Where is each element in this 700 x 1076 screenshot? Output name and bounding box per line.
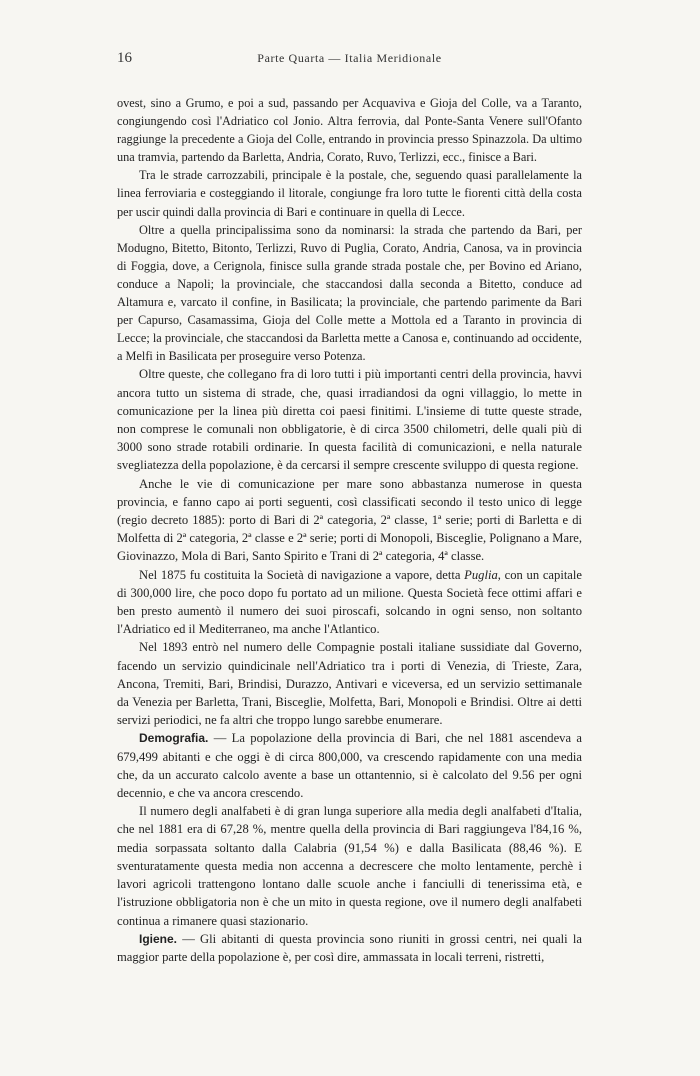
paragraph-roads: Tra le strade carrozzabili, principale è la postale, che, seguendo quasi parallelamente la linea ferroviaria e costeggiando il litorale, congiunge fra loro tutte le fiorenti città della costa per uscir quindi dalla provincia di Bari e continuare in quella di Lecce.	[117, 168, 582, 219]
paragraph-road-network: Oltre queste, che collegano fra di loro tutti i più importanti centri della provincia, havvi ancora tutto un sistema di strade, che, quasi irradiandosi da ogni villaggio, lo mette in comunicazione per la linea più diretta coi paesi finitimi. L'insieme di tutte queste strade, non comprese le comunali non obbligatorie, è di circa 3500 chilometri, delle quali più di 3000 sono strade rotabili ordinarie. In questa facilità di comunicazioni, e nella naturale svegliatezza della popolazione, è da cercarsi il sempre crescente sviluppo di questa regione.	[117, 367, 582, 473]
paragraph-postal-services: Nel 1893 entrò nel numero delle Compagnie postali italiane sussidiate dal Governo, facendo un servizio quindicinale nell'Adriatico tra i porti di Venezia, di Trieste, Zara, Ancona, Tremiti, Bari, Brindisi, Durazzo, Antivari e viceversa, ed un servizio settimanale da Venezia per Barletta, Trani, Bisceglie, Molfetta, Bari, Monopoli e Brindisi. Oltre ai detti servizi periodici, ne fa altri che troppo lungo sarebbe enumerare.	[117, 640, 582, 728]
paragraph-hygiene	[117, 930, 582, 966]
running-title: Parte Quarta — Italia Meridionale	[257, 51, 442, 65]
page-header	[117, 50, 582, 68]
paragraph-provincial-roads: Oltre a quella principalissima sono da nominarsi: la strada che partendo da Bari, per Modugno, Bitetto, Bitonto, Terlizzi, Ruvo di Puglia, Corato, Andria, Canosa, va in provincia di Foggia, dove, a Cerignola, finisce sulla grande strada postale che, per Bovino ed Ariano, conduce a Napoli; la provinciale, che staccandosi dalla seconda a Bitetto, conduce ad Altamura e, varcato il confine, in Basilicata; la provinciale, che partendo parimente da Bari per Capurso, Casamassima, Gioja del Colle mette a Mottola ed a Taranto in provincia di Lecce; la provinciale, che staccandosi da Barletta mette a Canosa e, continuando ad occidente, a Melfi in Basilicata per proseguire verso Potenza.	[117, 222, 582, 364]
paragraph-demography	[117, 729, 582, 802]
paragraph-navigation-company	[117, 566, 582, 639]
text-fragment: , con un capitale di 300,000 lire, che poco dopo fu portato ad un milione. Questa Società fece ottimi affari e ben presto aumentò il numero dei suoi piroscafi, solcando in ogni senso, non soltanto l'Adriatico ed il Mediterraneo, ma anche l'Atlantico.	[117, 567, 582, 637]
text-fragment: — Gli abitanti di questa provincia sono riuniti in grossi centri, nei quali la maggior parte della popolazione è, per così dire, ammassata in locali terreni, ristretti,	[117, 931, 582, 964]
section-heading-demografia: Demografia.	[139, 731, 209, 746]
paragraph-railways: ovest, sino a Grumo, e poi a sud, passando per Acquaviva e Gioja del Colle, va a Taranto, congiungendo così l'Adriatico col Jonio. Altra ferrovia, dal Ponte-Santa Venere sull'Ofanto raggiunge la precedente a Gioja del Colle, entrando in provincia presso Spinazzola. Da ultimo una tramvia, partendo da Barletta, Andria, Corato, Ruvo, Terlizzi, ecc., finisce a Bari.	[117, 96, 582, 165]
section-heading-igiene: Igiene.	[139, 931, 178, 946]
text-fragment: — La popolazione della provincia di Bari, che nel 1881 ascendeva a 679,499 abitanti e che oggi è di circa 800,000, va crescendo rapidamente con una media che, da un accurato calcolo avente a base un ottantennio, si è calcolato del 9.56 per ogni decennio, e che va ancora crescendo.	[117, 731, 582, 801]
text-fragment: Nel 1875 fu costituita la Società di navigazione a vapore, detta	[139, 567, 465, 582]
ship-company-name: Puglia	[464, 567, 498, 582]
body-text	[117, 94, 582, 966]
paragraph-illiteracy: Il numero degli analfabeti è di gran lunga superiore alla media degli analfabeti d'Italia, che nel 1881 era di 67,28 %, mentre quella della provincia di Bari raggiungeva l'84,16 %, media sorpassata soltanto dalla Calabria (91,54 %) e dalla Basilicata (88,46 %). E sventuratamente questa media non accenna a decrescere che molto lentamente, perchè i lavori agricoli trattengono lontano dalle scuole anche i fanciulli di tenerissima età, e l'istruzione obbligatoria non è che un mito in questa regione, ove il numero degli analfabeti continua a rimanere quasi stazionario.	[117, 804, 582, 928]
page-number: 16	[117, 50, 132, 66]
paragraph-ports: Anche le vie di comunicazione per mare sono abbastanza numerose in questa provincia, e fanno capo ai porti seguenti, così classificati secondo il testo unico di legge (regio decreto 1885): porto di Bari di 2ª categoria, 2ª classe, 1ª serie; porti di Barletta e di Molfetta di 2ª categoria, 2ª classe e 2ª serie; porti di Monopoli, Bisceglie, Polignano a Mare, Giovinazzo, Mola di Bari, Santo Spirito e Trani di 2ª categoria, 4ª classe.	[117, 476, 582, 564]
